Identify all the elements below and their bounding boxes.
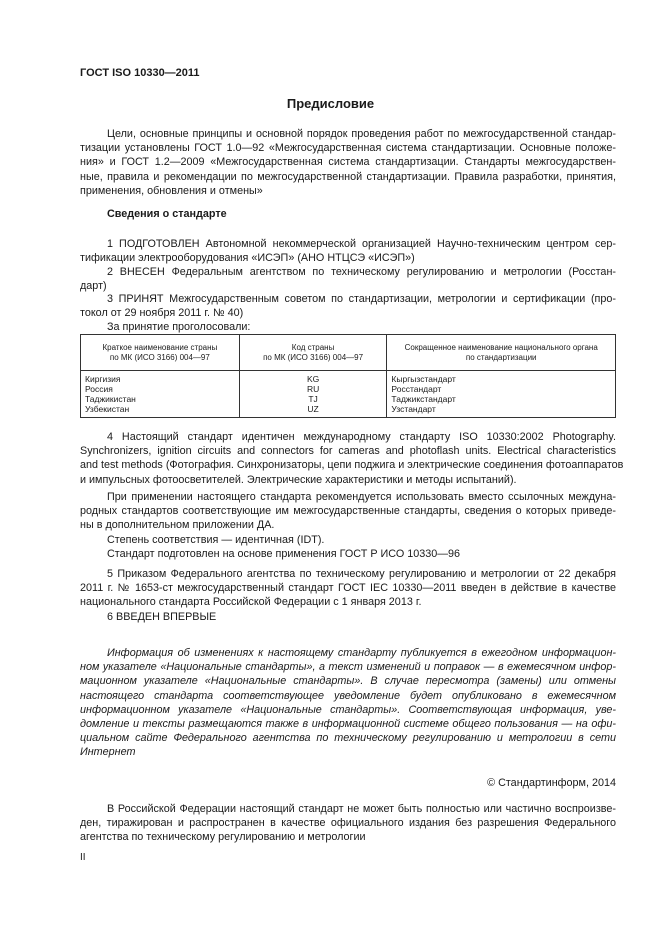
copyright-notice: © Стандартинформ, 2014 (487, 777, 616, 789)
info-line: настоящего стандарта соответствующее уведомление будет опубликовано в ежемесячном (80, 689, 616, 702)
item-4-line: and test methods (Фотография. Синхронизаторы, цепи поджига и электрические соединения фотоаппаратов (80, 459, 624, 472)
item-4-paragraph (80, 430, 624, 487)
table-header-country: Краткое наименование страны по МК (ИСО 3166) 004—97 (81, 335, 240, 371)
info-line: домление и тексты размещаются также в информационной системе общего пользования — на офи- (80, 718, 616, 731)
rights-line: В Российской Федерации настоящий стандарт не может быть полностью или частично воспроизве- (107, 803, 616, 815)
item-4-line: и импульсных фотоосветителей. Электрические характеристики и методы испытаний). (80, 473, 517, 486)
item-2-paragraph (80, 265, 616, 293)
references-line: ны в дополнительном приложении ДА. (80, 519, 275, 532)
table-cell-code: UZ (239, 404, 387, 418)
conformity-line: Степень соответствия — идентичная (IDT). (107, 533, 325, 546)
table-row (81, 394, 616, 404)
info-paragraph (80, 646, 616, 760)
table-header-body: Сокращенное наименование национального органа по стандартизации (387, 335, 616, 371)
table-cell-country: Киргизия (81, 371, 240, 385)
table-row (81, 384, 616, 394)
rights-paragraph (80, 802, 616, 845)
table-cell-body: Росстандарт (387, 384, 616, 394)
item-4-line: Synchronizers, ignition circuits and connectors for cameras and photoflash units. Electrical characteristics (80, 445, 616, 458)
table-cell-body: Узстандарт (387, 404, 616, 418)
table-cell-code: TJ (239, 394, 387, 404)
member-states-table (80, 334, 616, 418)
table-header-row (81, 335, 616, 371)
item-3-line: 3 ПРИНЯТ Межгосударственным советом по стандартизации, метрологии и сертификации (про- (107, 293, 616, 305)
item-5-line: 2011 г. № 1653-ст межгосударственный стандарт ГОСТ IEC 10330—2011 введен в действие в качестве (80, 582, 616, 595)
item-3-line: токол от 29 ноября 2011 г. № 40) (80, 307, 244, 320)
info-line: ном указателе «Национальные стандарты», а текст изменений и поправок — в ежемесячном инфор- (80, 661, 616, 674)
intro-line: применения, обновления и отмены» (80, 184, 263, 197)
table-cell-country: Таджикистан (81, 394, 240, 404)
table-cell-code: KG (239, 371, 387, 385)
intro-line: Цели, основные принципы и основной порядок проведения работ по межгосударственной стандар- (107, 128, 616, 140)
table-cell-country: Узбекистан (81, 404, 240, 418)
table-cell-body: Кыргызстандарт (387, 371, 616, 385)
table-cell-code: RU (239, 384, 387, 394)
basis-line: Стандарт подготовлен на основе применения ГОСТ Р ИСО 10330—96 (107, 547, 461, 560)
item-1-line: 1 ПОДГОТОВЛЕН Автономной некоммерческой организацией Научно-техническим центром сер- (107, 238, 616, 250)
item-5-line: 5 Приказом Федерального агентства по техническому регулированию и метрологии от 22 декабря (107, 568, 616, 580)
intro-paragraph (80, 127, 616, 198)
item-4-line: 4 Настоящий стандарт идентичен международному стандарту ISO 10330:2002 Photography. (107, 431, 616, 443)
item-5-line: национального стандарта Российской Федерации с 1 января 2013 г. (80, 596, 422, 609)
item-1-paragraph (80, 237, 616, 265)
references-paragraph (80, 490, 616, 561)
item-1-line: тификации электрооборудования «ИСЭП» (АНО НТЦСЭ «ИСЭП») (80, 252, 415, 265)
vote-line: За принятие проголосовали: (107, 321, 251, 334)
page-number: II (80, 852, 86, 863)
table-row (81, 371, 616, 385)
info-line: Информация об изменениях к настоящему стандарту публикуется в ежегодном информацион- (107, 647, 616, 659)
section-title: Сведения о стандарте (107, 208, 227, 220)
table-header-code: Код страны по МК (ИСО 3166) 004—97 (239, 335, 387, 371)
references-line: При применении настоящего стандарта рекомендуется использовать вместо ссылочных междуна- (107, 491, 616, 503)
info-line: информационном указателе «Национальные стандарты». Соответствующая информация, уве- (80, 703, 616, 716)
item-6-line: 6 ВВЕДЕН ВПЕРВЫЕ (107, 611, 217, 623)
table-cell-body: Таджикстандарт (387, 394, 616, 404)
document-header: ГОСТ ISO 10330—2011 (80, 67, 200, 79)
info-line: Интернет (80, 746, 136, 759)
rights-line: агентства по техническому регулированию и метрологии (80, 831, 366, 844)
item-2-line: дарт) (80, 280, 107, 293)
table-row (81, 404, 616, 418)
references-line: родных стандартов соответствующие им межгосударственные стандарты, сведения о которых приведе- (80, 505, 616, 518)
info-line: циальном сайте Федерального агентства по техническому регулированию и метрологии в сети (80, 732, 616, 745)
intro-line: ния» и ГОСТ 1.2—2009 «Межгосударственная система стандартизации. Стандарты межгосударствен- (80, 156, 616, 169)
item-3-paragraph (80, 292, 616, 335)
item-2-line: 2 ВНЕСЕН Федеральным агентством по техническому регулированию и метрологии (Росстан- (107, 266, 616, 278)
info-line: мационном указателе «Национальные стандарты». В случае пересмотра (замены) или отмены (80, 675, 616, 688)
intro-line: ные, правила и рекомендации по межгосударственной стандартизации. Правила разработки, принятия, (80, 170, 616, 183)
table-cell-country: Россия (81, 384, 240, 394)
item-6-paragraph (80, 610, 616, 624)
item-5-paragraph (80, 567, 616, 610)
rights-line: ден, тиражирован и распространен в качестве официального издания без разрешения Федерального (80, 817, 616, 830)
page-title: Предисловие (286, 96, 375, 111)
intro-line: тизации установлены ГОСТ 1.0—92 «Межгосударственная система стандартизации. Основные положе- (80, 142, 616, 155)
